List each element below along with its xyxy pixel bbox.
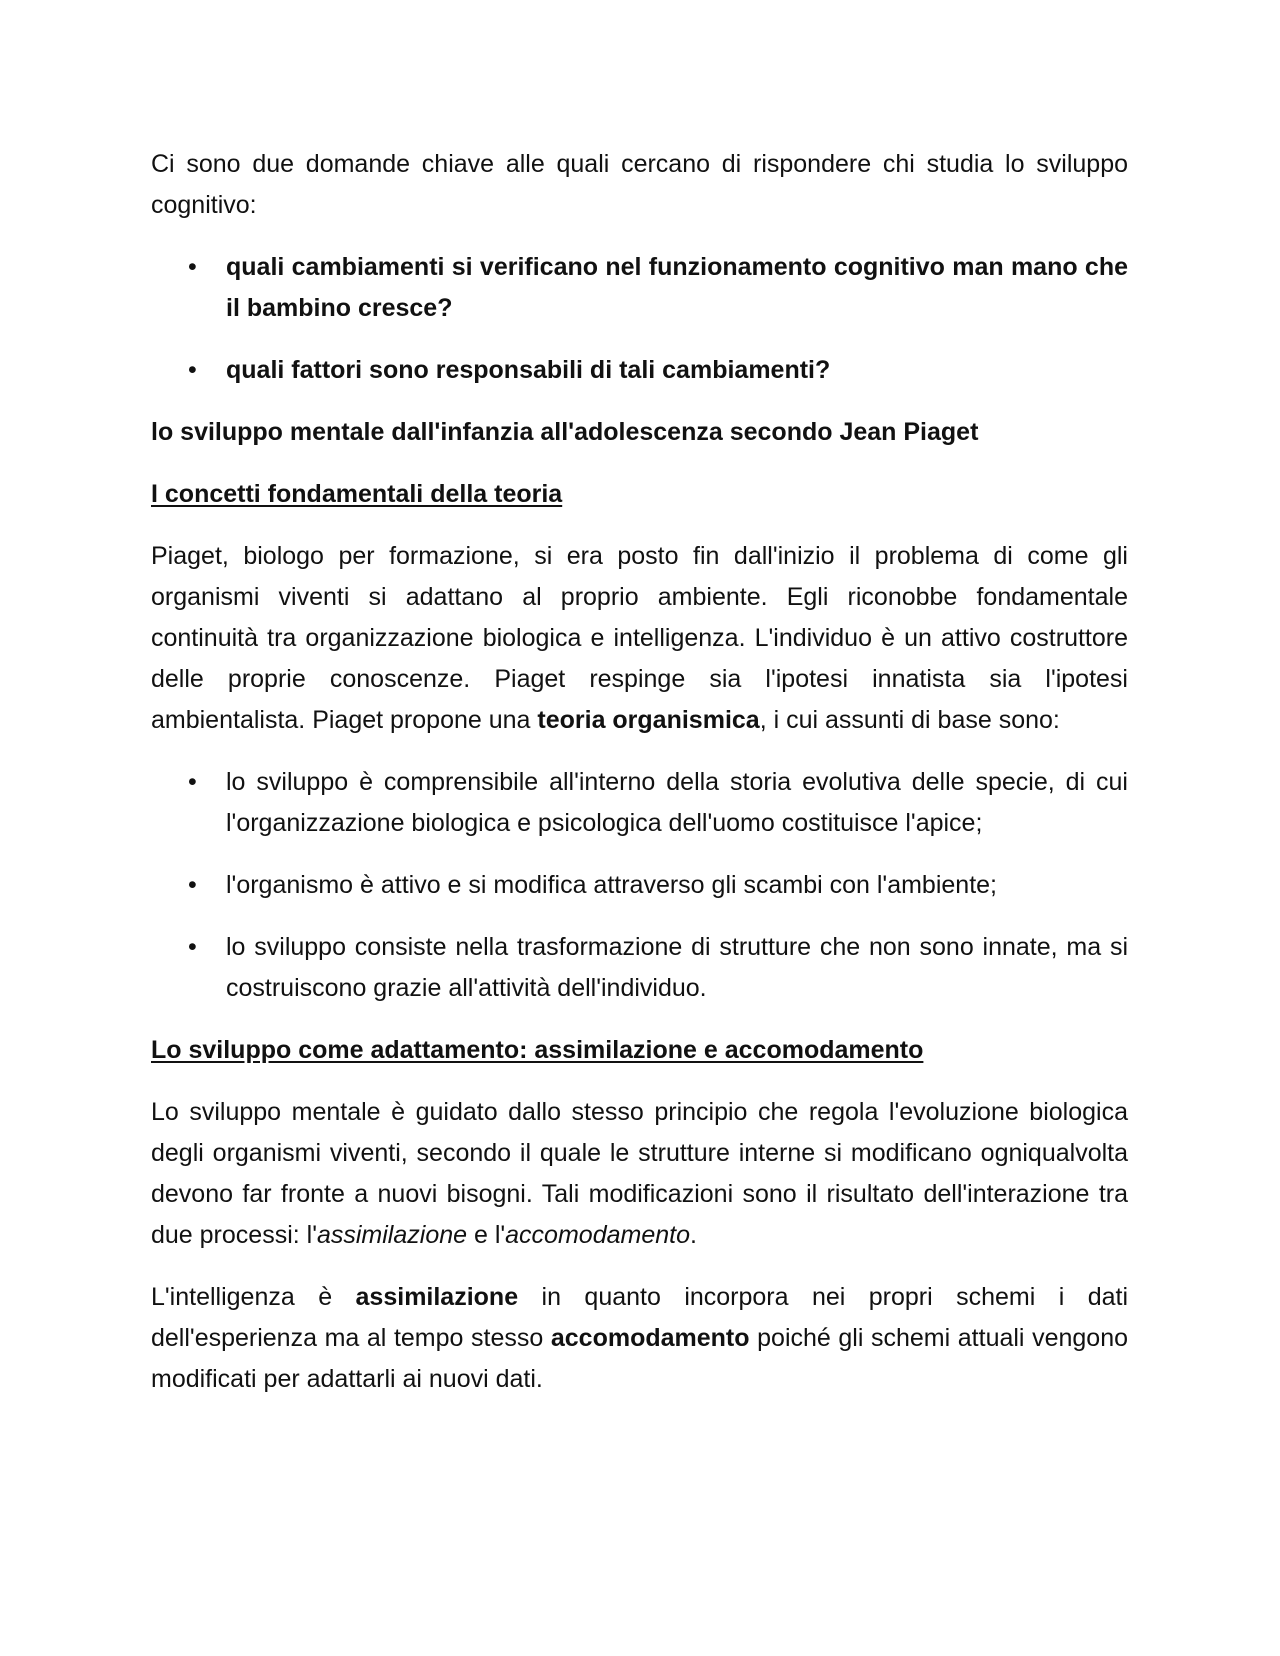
assimilation-bold-term: assimilazione — [355, 1283, 519, 1311]
section-title: lo sviluppo mentale dall'infanzia all'adolescenza secondo Jean Piaget — [151, 418, 979, 446]
assumption-text: lo sviluppo è comprensibile all'interno della storia evolutiva delle specie, di cui l'organizzazione biologica e psicologica dell'uomo costituisce l'apice; — [226, 768, 1128, 837]
adaptation-text: Lo sviluppo mentale è guidato dallo stesso principio che regola l'evoluzione biologica degli organismi viventi, secondo il quale le strutture interne si modificano ogniqualvolta devono far fronte a nuovi bisogni. Tali modificazioni sono il risultato dell'interazione tra due processi: l' — [151, 1098, 1128, 1249]
piaget-text-end: , i cui assunti di base sono: — [759, 706, 1060, 734]
list-item — [151, 762, 1128, 844]
accommodation-bold-term: accomodamento — [550, 1324, 750, 1352]
assimilation-term: assimilazione — [316, 1221, 468, 1249]
list-item — [151, 927, 1128, 1009]
bullet-icon: • — [188, 253, 197, 281]
accommodation-term: accomodamento — [505, 1221, 690, 1249]
bullet-icon: • — [188, 768, 197, 796]
assumptions-list — [151, 762, 1128, 1009]
intelligence-text-mid: in quanto incorpora nei propri schemi i dati dell'esperienza ma al tempo stesso — [151, 1283, 1128, 1352]
assumption-text: l'organismo è attivo e si modifica attraverso gli scambi con l'ambiente; — [226, 871, 997, 899]
adaptation-heading: Lo sviluppo come adattamento: assimilazione e accomodamento — [151, 1036, 924, 1064]
intro-paragraph: Ci sono due domande chiave alle quali cercano di rispondere chi studia lo sviluppo cognitivo: — [151, 150, 1128, 219]
piaget-bold-term: teoria organismica — [537, 706, 760, 734]
question-text: quali cambiamenti si verificano nel funzionamento cognitivo man mano che il bambino cresce? — [226, 253, 1128, 322]
assumption-text: lo sviluppo consiste nella trasformazione di strutture che non sono innate, ma si costruiscono grazie all'attività dell'individuo. — [226, 933, 1128, 1002]
piaget-text: Piaget, biologo per formazione, si era posto fin dall'inizio il problema di come gli organismi viventi si adattano al proprio ambiente. Egli riconobbe fondamentale continuità tra organizzazione biologica e intelligenza. L'individuo è un attivo costruttore delle proprie conoscenze. Piaget respinge sia l'ipotesi innatista sia l'ipotesi ambientalista. Piaget propone una — [151, 542, 1128, 734]
list-item — [151, 865, 1128, 906]
question-text: quali fattori sono responsabili di tali cambiamenti? — [226, 356, 831, 384]
key-questions-list — [151, 247, 1128, 391]
intelligence-text-end: poiché gli schemi attuali vengono modificati per adattarli ai nuovi dati. — [151, 1324, 1128, 1393]
bullet-icon: • — [188, 933, 197, 961]
list-item — [151, 350, 1128, 391]
list-item — [151, 247, 1128, 329]
piaget-paragraph — [151, 536, 1128, 741]
adaptation-paragraph — [151, 1092, 1128, 1256]
bullet-icon: • — [188, 871, 197, 899]
document-page — [151, 144, 1128, 1421]
concepts-heading: I concetti fondamentali della teoria — [151, 480, 563, 508]
intelligence-text: L'intelligenza è — [151, 1283, 356, 1311]
adaptation-text-end: . — [689, 1221, 697, 1249]
adaptation-text-mid: e l' — [467, 1221, 506, 1249]
intelligence-paragraph — [151, 1277, 1128, 1400]
bullet-icon: • — [188, 356, 197, 384]
